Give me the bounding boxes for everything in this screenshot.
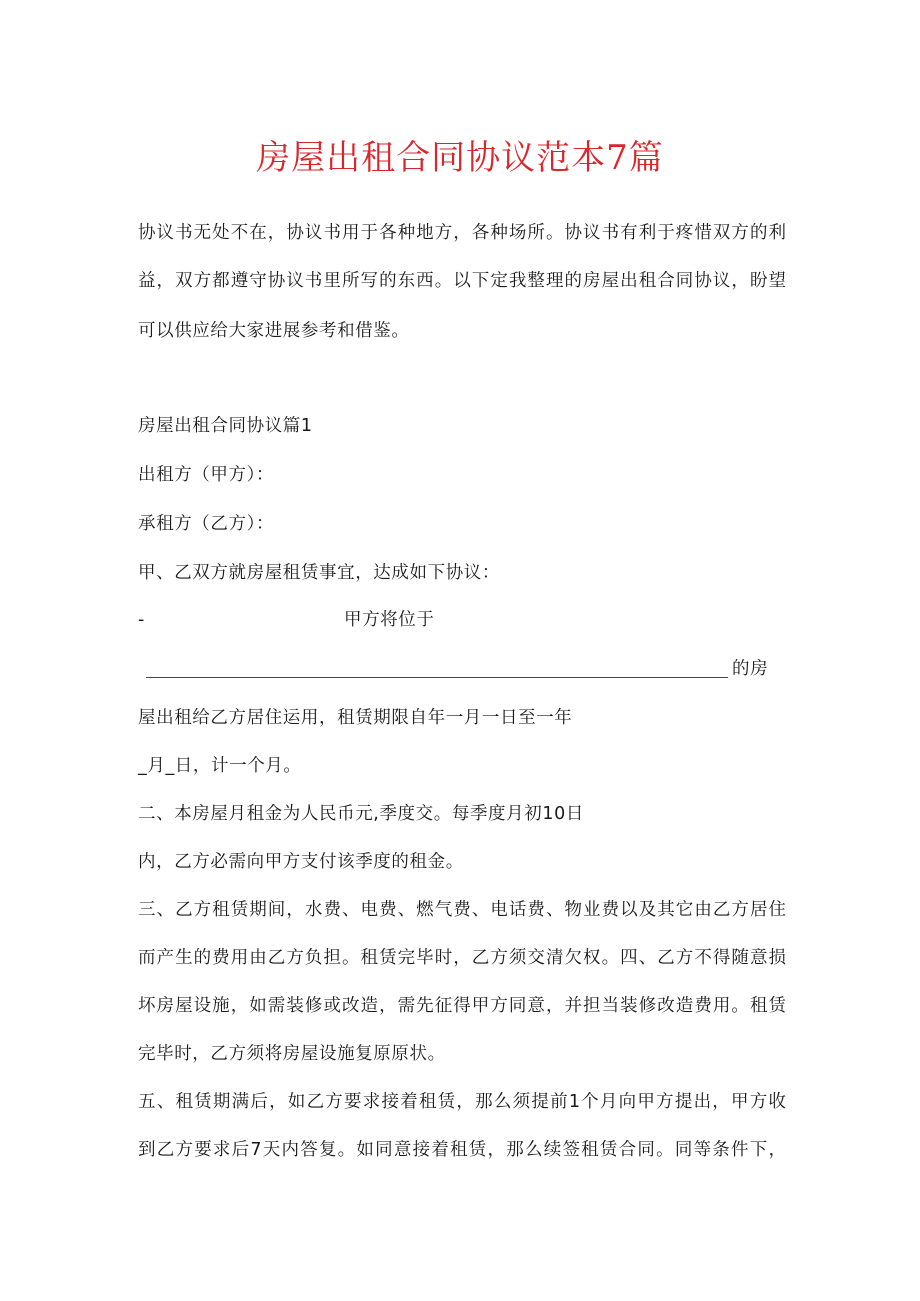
document-title: 房屋出租合同协议范本7篇 [256,138,664,178]
clause2-line-1: 二、本房屋月租金为人民币元,季度交。每季度月初10日 [138,804,584,824]
clause3-line-1: 三、乙方租赁期间，水费、电费、燃气费、电话费、物业费以及其它由乙方居住 [138,900,786,920]
section-heading: 房屋出租合同协议篇1 [138,416,313,436]
clause5-line-1: 五、租赁期满后，如乙方要求接着租赁，那么须提前1个月向甲方提出，甲方收 [138,1092,786,1112]
agreement-intro: 甲、乙双方就房屋租赁事宜，达成如下协议： [138,563,500,583]
clause1-start: 甲方将位于 [344,610,435,630]
intro-line-1: 协议书无处不在，协议书用于各种地方，各种场所。协议书有利于疼惜双方的利 [138,223,786,243]
clause2-line-2: 内，乙方必需向甲方支付该季度的租金。 [138,852,464,872]
clause1-line-2: 屋出租给乙方居住运用，租赁期限自年一月一日至一年 [138,708,573,728]
clause5-line-2: 到乙方要求后7天内答复。如同意接着租赁，那么续签租赁合同。同等条件下， [138,1140,786,1160]
fill-in-blank-line [146,677,728,678]
clause1-line-3: _月_日，计一个月。 [138,756,302,776]
intro-line-3: 可以供应给大家进展参考和借鉴。 [138,321,410,341]
lessee-label: 承租方（乙方）： [138,514,275,534]
intro-line-2: 益，双方都遵守协议书里所写的东西。以下定我整理的房屋出租合同协议，盼望 [138,271,786,291]
lessor-label: 出租方（甲方）： [138,465,275,485]
clause3-line-4: 完毕时，乙方须将房屋设施复原原状。 [138,1044,446,1064]
clause1-dash: - [138,610,145,630]
clause3-line-2: 而产生的费用由乙方负担。租赁完毕时，乙方须交清欠权。四、乙方不得随意损 [138,948,786,968]
clause3-line-3: 坏房屋设施，如需装修或改造，需先征得甲方同意，并担当装修改造费用。租赁 [138,996,786,1016]
clause1-after-blank: 的房 [732,659,769,679]
